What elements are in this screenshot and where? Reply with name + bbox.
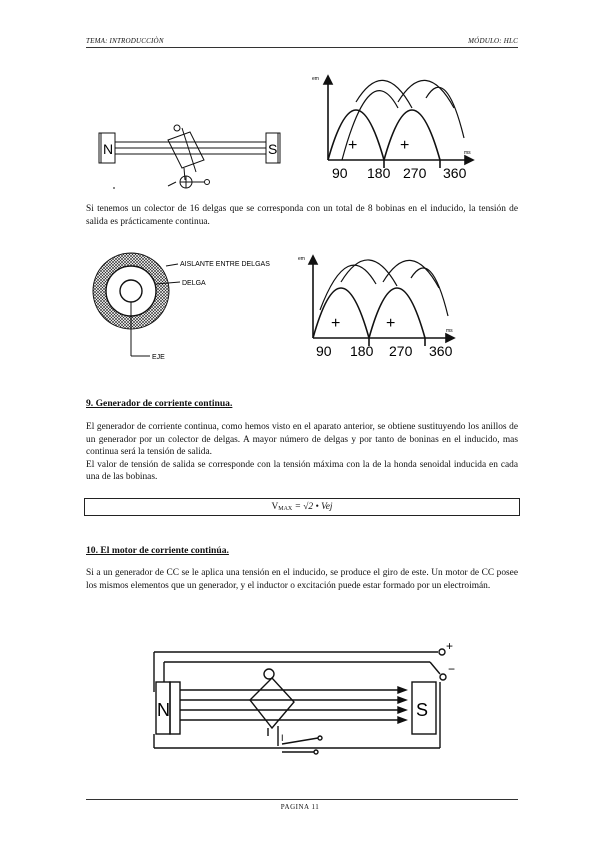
formula-rhs: = √2 • Vej [294, 502, 333, 512]
section-9-body [86, 421, 518, 484]
figure1-tick-360: 360 [443, 165, 467, 181]
commutator-cross-section [93, 253, 180, 356]
section-9-paragraph-2: El valor de tensión de salida se corresponde con la tensión máxima con la de la honda senoidal inducida en cada una de las bobinas. [86, 459, 518, 483]
formula-lhs: V [271, 502, 279, 512]
figure2-plus-right: + [386, 315, 396, 332]
figure2-axis-label: em [298, 256, 305, 262]
figure3-minus-terminal: − [448, 662, 456, 676]
figure-dc-motor [150, 640, 470, 765]
header-module: MÓDULO: HLC [468, 37, 518, 45]
figure2-tick-90: 90 [316, 343, 332, 359]
figure2-plus-left: + [331, 315, 341, 332]
formula-subscript: MAX [278, 506, 293, 512]
figure3-pole-s: S [416, 700, 429, 720]
figure1-time-label: ms [464, 150, 471, 156]
formula-box [84, 498, 520, 516]
page-number: PAGINA 11 [280, 803, 320, 811]
section-9-paragraph-1: El generador de corriente continua, como hemos visto en el aparato anterior, se obtiene sustituyendo los anillos de un generador por un colector de delgas. A mayor número de delgas y por tanto de boninas en el inducido, mas continua será la tensión de salida. [86, 422, 518, 458]
footer-rule [86, 799, 518, 800]
figure1-pole-n: N [103, 141, 114, 157]
figure3-pole-n: N [157, 700, 170, 720]
generator-schematic [99, 125, 280, 189]
figure1-pole-s: S [268, 141, 278, 157]
figure2-tick-270: 270 [389, 343, 413, 359]
figure2-time-label: ms [446, 328, 453, 334]
paragraph-16-segments: Si tenemos un colector de 16 delgas que se corresponda con un total de 8 bobinas en el inducido, la tensión de salida es prácticamente continua. [86, 204, 518, 227]
figure3-current-label: I [281, 733, 284, 743]
section-10-title: 10. El motor de corriente continúa. [86, 545, 229, 556]
figure1-plus-right: + [400, 137, 410, 154]
rectified-waveform-graph-2 [309, 256, 454, 346]
dc-motor-schematic [154, 649, 446, 754]
figure1-tick-90: 90 [332, 165, 348, 181]
figure1-axis-label: em [312, 76, 319, 82]
section-9-title: 9. Generador de corriente continua. [86, 398, 233, 409]
label-axis: EJE [152, 354, 165, 361]
figure2-tick-180: 180 [350, 343, 374, 359]
section-10-paragraph: Si a un generador de CC se le aplica una tensión en el inducido, se produce el giro de este. Un motor de CC posee los mismos elementos que un generador, y el inductor o excitación puede estar formado por un electroimán. [86, 568, 518, 591]
figure1-tick-270: 270 [403, 165, 427, 181]
figure3-plus-terminal: + [446, 640, 454, 653]
figure-commutator-section [86, 250, 486, 362]
header-rule [86, 47, 518, 48]
figure1-tick-180: 180 [367, 165, 391, 181]
header-topic: TEMA: INTRODUCCIÒN [86, 37, 164, 45]
label-segment: DELGA [182, 280, 206, 287]
rectified-waveform-graph [324, 76, 473, 168]
label-insulator: AISLANTE ENTRE DELGAS [180, 261, 270, 268]
figure1-plus-left: + [348, 137, 358, 154]
figure2-tick-360: 360 [429, 343, 453, 359]
figure-commutator-8-coils [80, 68, 490, 193]
